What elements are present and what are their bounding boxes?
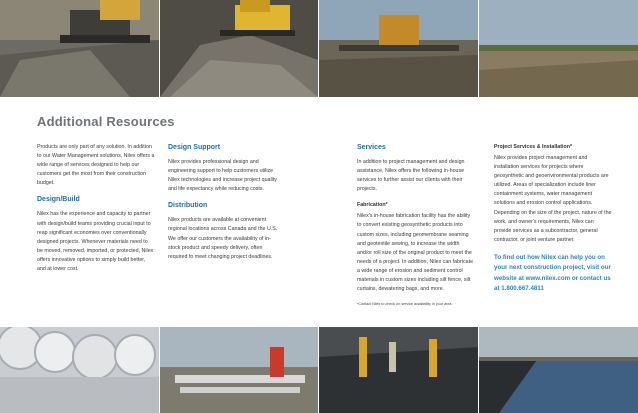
top-photo-strip <box>0 0 638 97</box>
distribution-heading: Distribution <box>168 202 208 210</box>
contact-cta: To find out how Nilex can help you on your next construction project, visit our website at www.nilex.com or contact us at 1.800.667.4811 <box>494 253 611 293</box>
photo-liner-workers <box>319 327 478 413</box>
section-title: Additional Resources <box>37 114 175 129</box>
fabrication-text: Nilex's in-house fabrication facility has the ability to convert existing geosynthetic products into custom sizes, including geomembrane seaming and geotextile sewing, to increase the width and/or roll size of the original product to meet the needs of a project. In addition, Nilex can fabricate a wide range of erosion and sediment control materials in custom sizes including silt fence, silt curtains, dewatering bags, and more. <box>357 213 474 293</box>
design-build-text: Nilex has the experience and capacity to partner with design/build teams providing crucial input to reap significant economies over conventionally designed projects. Whenever materials need to be moved, removed, imported, or protected, Nilex offers innovative options to simply build better, and at lower cost. <box>37 211 154 273</box>
column-services <box>357 143 475 307</box>
photo-landscape-field <box>479 0 638 97</box>
project-services-heading: Project Services & Installation* <box>494 144 573 150</box>
project-services-text: Nilex provides project management and installation services for projects where geosynthetic and geoenvironmental products are utilized. Areas of specialization include liner containment systems, water management solutions and erosion control applications. Depending on the size of the project, nature of the work, and owner's requirements, Nilex can provide services as a subcontractor, general contractor, or joint venture partner. <box>494 155 612 243</box>
photo-road-grading <box>0 0 159 97</box>
service-footnote: *Contact Nilex to check on service availability in your area. <box>357 302 453 307</box>
bottom-photo-strip <box>0 327 638 413</box>
design-support-text: Nilex provides professional design and engineering support to help customers utilize Nilex technologies and increase project quality and life expectancy while reducing costs. <box>168 159 277 193</box>
distribution-text: Nilex products are available at convenient regional locations across Canada and the U.S. We offer our customers the availability of in-stock product and speedy delivery, often required to meet changing project deadlines. <box>168 217 278 260</box>
column-project-services <box>494 143 612 295</box>
photo-geotextile-rolls <box>0 327 159 413</box>
services-heading: Services <box>357 144 386 151</box>
design-build-heading: Design/Build <box>37 196 80 204</box>
photo-bulldozer-gravel <box>160 0 318 97</box>
photo-excavator-site <box>319 0 478 97</box>
photo-pipe-installation <box>160 327 318 413</box>
fabrication-heading: Fabrication* <box>357 202 388 209</box>
design-support-heading: Design Support <box>168 144 221 151</box>
column-design-distribution <box>168 143 278 269</box>
photo-water-containment <box>479 327 638 413</box>
services-text: In addition to project management and design assistance, Nilex offers the following in-house services to further assist our clients with their projects. <box>357 159 465 193</box>
intro-text: Products are only part of any solution. In addition to our Water Management solutions, Nilex offers a wide range of services designed to help our customers get the most from their construction budget. <box>37 144 155 187</box>
column-intro <box>37 143 155 281</box>
